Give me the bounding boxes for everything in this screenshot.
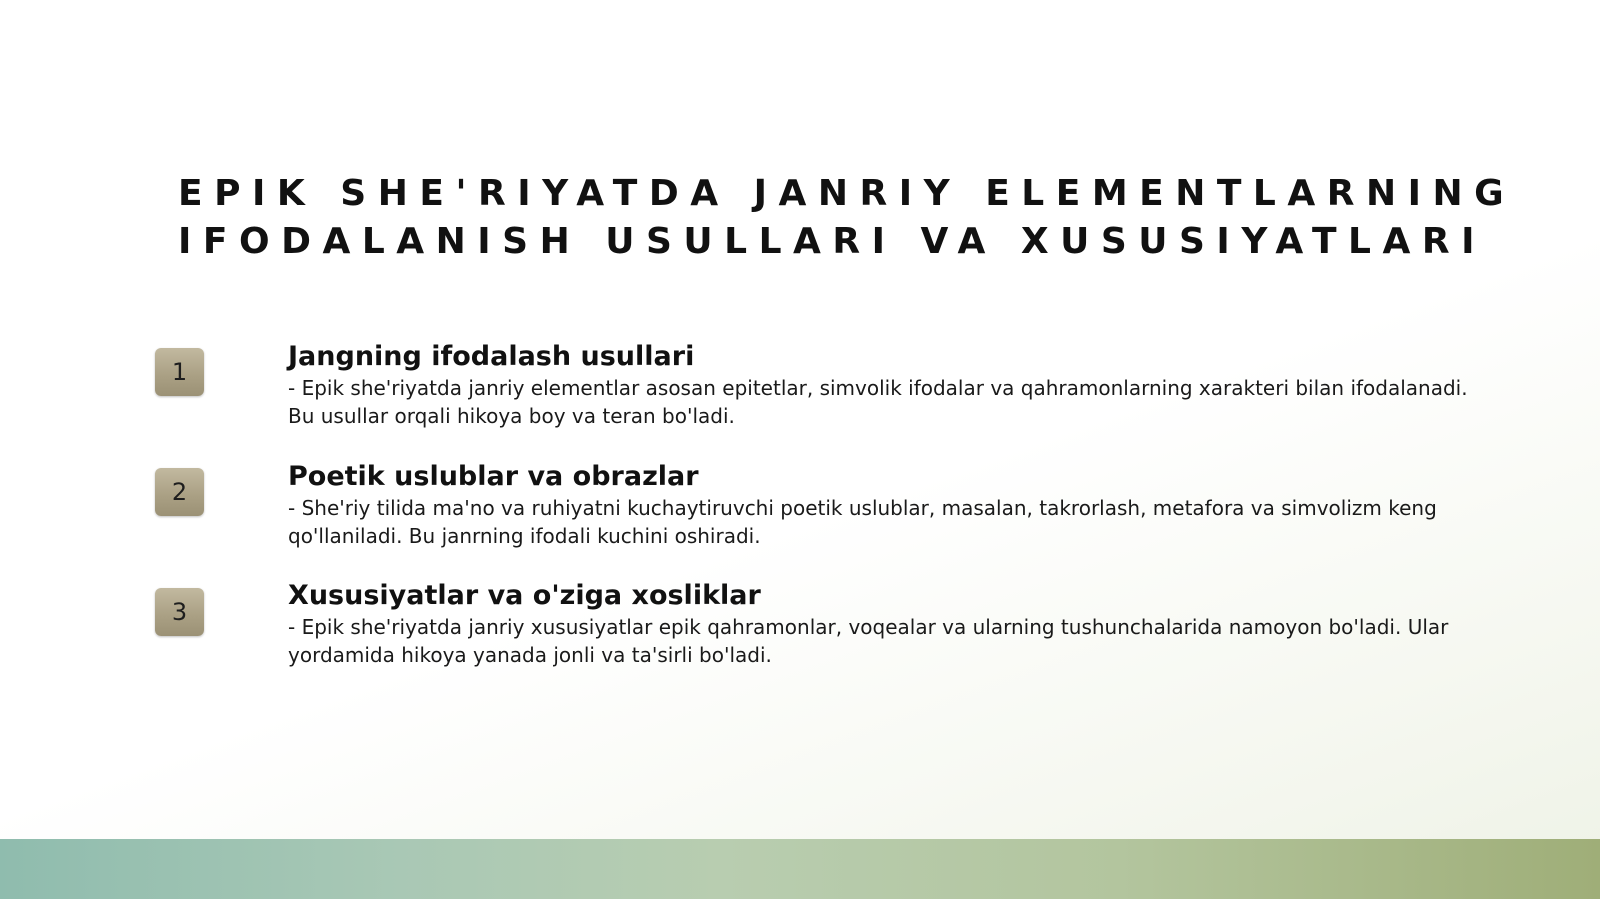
item-body: - Epik she'riyatda janriy elementlar asosan epitetlar, simvolik ifodalar va qahramonlarning xarakteri bilan ifodalanadi. Bu usullar orqali hikoya boy va teran bo'ladi. (288, 376, 1468, 428)
item-content (288, 460, 1478, 550)
item-heading: Xususiyatlar va o'ziga xosliklar (288, 580, 761, 611)
slide-title-line-2: IFODALANISH USULLARI VA XUSUSIYATLARI (178, 221, 1486, 262)
item-heading: Poetik uslublar va obrazlar (288, 461, 699, 492)
number-badge: 2 (155, 468, 204, 516)
number-badge: 3 (155, 588, 204, 636)
decorative-footer-band (0, 839, 1600, 899)
item-body: - She'riy tilida ma'no va ruhiyatni kuchaytiruvchi poetik uslublar, masalan, takrorlash, metafora va simvolizm keng qo'llaniladi. Bu janrning ifodali kuchini oshiradi. (288, 496, 1437, 548)
item-body: - Epik she'riyatda janriy xususiyatlar epik qahramonlar, voqealar va ularning tushunchalarida namoyon bo'ladi. Ular yordamida hikoya yanada jonli va ta'sirli bo'ladi. (288, 615, 1449, 667)
item-heading: Jangning ifodalash usullari (288, 341, 695, 372)
item-content (288, 340, 1478, 430)
number-badge: 1 (155, 348, 204, 396)
slide-title-line-1: EPIK SHE'RIYATDA JANRIY ELEMENTLARNING (178, 173, 1516, 214)
item-content (288, 579, 1478, 669)
